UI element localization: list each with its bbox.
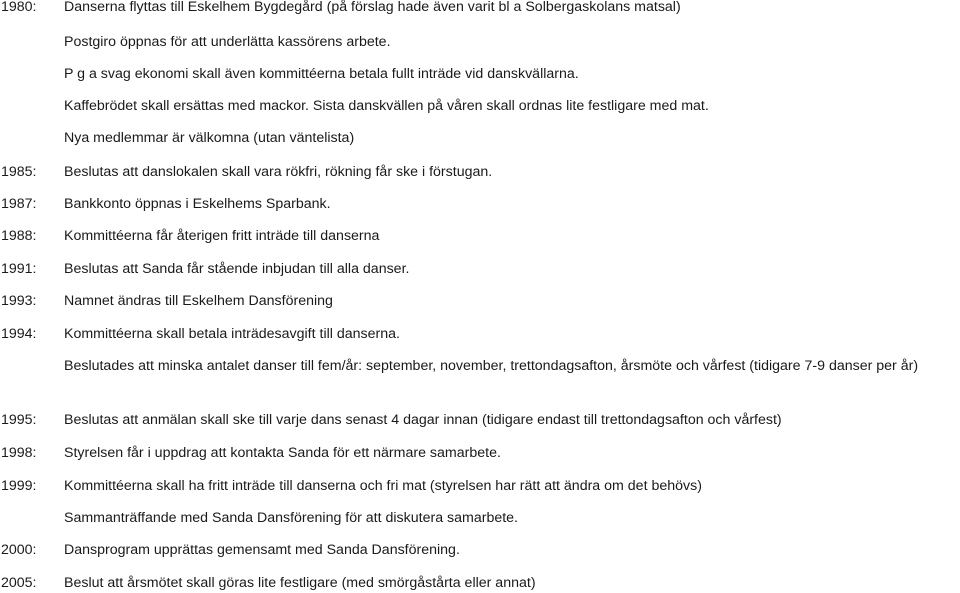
entry-text: Beslutas att anmälan skall ske till varje dans senast 4 dagar innan (tidigare endast till trettondagsafton och vårfest) xyxy=(64,412,782,428)
entry-year: 1988: xyxy=(1,228,37,244)
entry-text: Beslut att årsmötet skall göras lite festligare (med smörgåstårta eller annat) xyxy=(64,575,536,591)
entry-year: 2000: xyxy=(1,542,37,558)
entry-year: 1993: xyxy=(1,293,37,309)
entry-year: 2005: xyxy=(1,575,37,591)
entry-text: Kaffebrödet skall ersättas med mackor. Sista danskvällen på våren skall ordnas lite festligare med mat. xyxy=(64,98,709,114)
entry-text: Kommittéerna får återigen fritt inträde till danserna xyxy=(64,228,380,244)
entry-year: 1985: xyxy=(1,164,37,180)
entry-text: Bankkonto öppnas i Eskelhems Sparbank. xyxy=(64,196,331,212)
entry-text: Namnet ändras till Eskelhem Dansförening xyxy=(64,293,333,309)
entry-year: 1994: xyxy=(1,326,37,342)
entry-year: 1998: xyxy=(1,445,37,461)
entry-text: Postgiro öppnas för att underlätta kassörens arbete. xyxy=(64,34,391,50)
entry-text: Danserna flyttas till Eskelhem Bygdegård (på förslag hade även varit bl a Solbergaskolans matsal) xyxy=(64,0,681,15)
entry-text: Dansprogram upprättas gemensamt med Sanda Dansförening. xyxy=(64,542,460,558)
entry-year: 1999: xyxy=(1,478,37,494)
entry-text: Kommittéerna skall ha fritt inträde till danserna och fri mat (styrelsen har rätt att ändra om det behövs) xyxy=(64,478,702,494)
entry-text: Beslutades att minska antalet danser till fem/år: september, november, trettondagsafton, årsmöte och vårfest (tidigare 7-9 danser per år) xyxy=(64,358,919,374)
entry-text: Beslutas att danslokalen skall vara rökfri, rökning får ske i förstugan. xyxy=(64,164,493,180)
entry-text: Styrelsen får i uppdrag att kontakta Sanda för ett närmare samarbete. xyxy=(64,445,501,461)
entry-year: 1980: xyxy=(1,0,37,15)
entry-text: Beslutas att Sanda får stående inbjudan till alla danser. xyxy=(64,261,410,277)
entry-text: P g a svag ekonomi skall även kommittéerna betala fullt inträde vid danskvällarna. xyxy=(64,66,579,82)
entry-text: Sammanträffande med Sanda Dansförening för att diskutera samarbete. xyxy=(64,510,518,526)
entry-year: 1991: xyxy=(1,261,37,277)
entry-year: 1987: xyxy=(1,196,37,212)
entry-text: Kommittéerna skall betala inträdesavgift till danserna. xyxy=(64,326,400,342)
entry-year: 1995: xyxy=(1,412,37,428)
entry-text: Nya medlemmar är välkomna (utan väntelista) xyxy=(64,130,355,146)
